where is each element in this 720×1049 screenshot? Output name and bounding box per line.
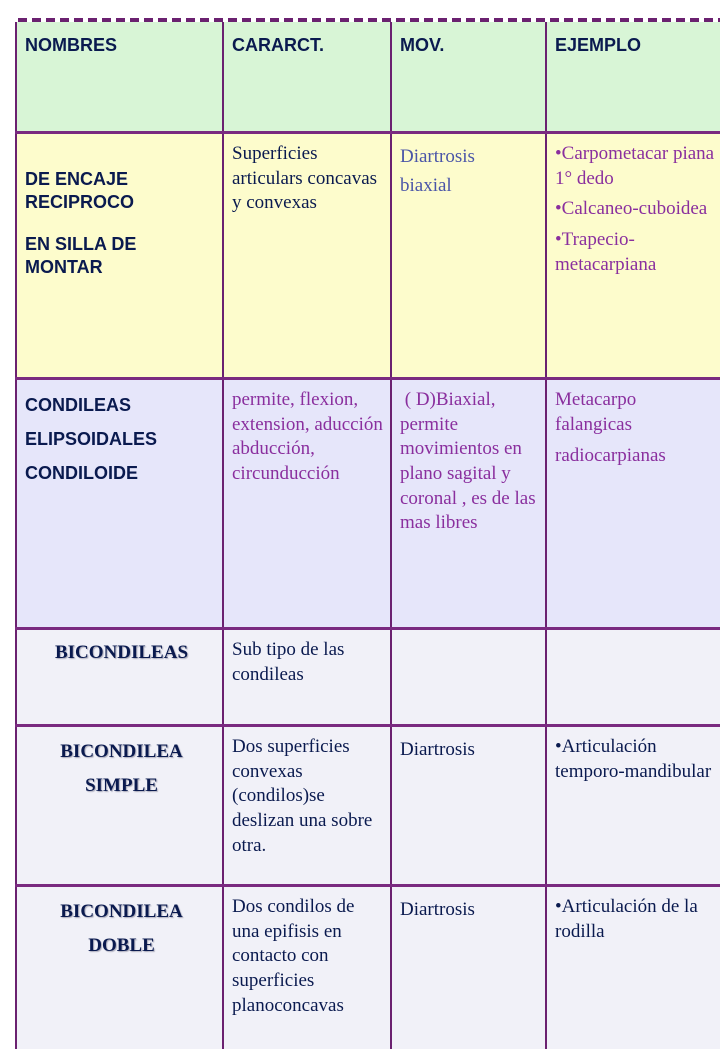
header-ejemplo: EJEMPLO bbox=[546, 22, 720, 133]
name-condiloide: CONDILOIDE bbox=[25, 456, 218, 490]
name-bicondilea: BICONDILEA bbox=[25, 735, 218, 769]
caract-cell bbox=[223, 629, 391, 726]
table-row bbox=[16, 726, 720, 886]
mov-cell bbox=[391, 726, 546, 886]
ejemplo-item: •Calcaneo-cuboidea bbox=[555, 197, 716, 222]
caract-cell bbox=[223, 379, 391, 629]
caract-cell bbox=[223, 726, 391, 886]
ejemplo-text: •Articulación de la rodilla bbox=[555, 895, 716, 944]
table-row bbox=[16, 886, 720, 1049]
mov-text: Diartrosis bbox=[400, 735, 541, 764]
name-bicondilea: BICONDILEA bbox=[25, 895, 218, 929]
name-simple: SIMPLE bbox=[25, 769, 218, 803]
ejemplo-cell bbox=[546, 133, 720, 379]
names-cell bbox=[16, 629, 223, 726]
names-cell bbox=[16, 133, 223, 379]
header-nombres: NOMBRES bbox=[16, 22, 223, 133]
mov-cell bbox=[391, 379, 546, 629]
header-caract: CARARCT. bbox=[223, 22, 391, 133]
name-bicondileas: BICONDILEAS bbox=[25, 638, 218, 667]
name-encaje-reciproco: DE ENCAJE RECIPROCO bbox=[25, 168, 218, 215]
mov-text: Diartrosis bbox=[400, 895, 541, 924]
table-header-row bbox=[16, 22, 720, 133]
articulation-table bbox=[15, 22, 720, 1049]
ejemplo-cell bbox=[546, 629, 720, 726]
mov-cell bbox=[391, 629, 546, 726]
caract-cell bbox=[223, 886, 391, 1049]
names-cell bbox=[16, 886, 223, 1049]
names-cell bbox=[16, 379, 223, 629]
name-elipsoidales: ELIPSOIDALES bbox=[25, 422, 218, 456]
ejemplo-line-2: radiocarpianas bbox=[555, 441, 716, 470]
caract-cell bbox=[223, 133, 391, 379]
name-silla-de-montar: EN SILLA DE MONTAR bbox=[25, 233, 218, 280]
ejemplo-item: •Trapecio-metacarpiana bbox=[555, 228, 716, 277]
table-row bbox=[16, 379, 720, 629]
caract-text: Dos superficies convexas (condilos)se deslizan una sobre otra. bbox=[232, 735, 386, 858]
caract-text: permite, flexion, extension, aducción abducción, circunducción bbox=[232, 388, 386, 487]
header-mov: MOV. bbox=[391, 22, 546, 133]
mov-line-2: biaxial bbox=[400, 171, 541, 200]
caract-text: Dos condilos de una epifisis en contacto con superficies planoconcavas bbox=[232, 895, 386, 1018]
mov-line-1: Diartrosis bbox=[400, 142, 541, 171]
ejemplo-item: •Carpometacar piana 1° dedo bbox=[555, 142, 716, 191]
ejemplo-cell bbox=[546, 886, 720, 1049]
name-condileas: CONDILEAS bbox=[25, 388, 218, 422]
ejemplo-cell bbox=[546, 726, 720, 886]
names-cell bbox=[16, 726, 223, 886]
caract-text: Sub tipo de las condileas bbox=[232, 638, 386, 687]
name-doble: DOBLE bbox=[25, 929, 218, 963]
mov-text: ( D)Biaxial, permite movimientos en plano sagital y coronal , es de las mas libres bbox=[400, 388, 541, 536]
mov-cell bbox=[391, 133, 546, 379]
table-row bbox=[16, 133, 720, 379]
ejemplo-line-1: Metacarpo falangicas bbox=[555, 388, 716, 437]
ejemplo-text: •Articulación temporo-mandibular bbox=[555, 735, 716, 784]
ejemplo-cell bbox=[546, 379, 720, 629]
caract-text: Superficies articulars concavas y convexas bbox=[232, 142, 386, 216]
mov-cell bbox=[391, 886, 546, 1049]
table-row bbox=[16, 629, 720, 726]
